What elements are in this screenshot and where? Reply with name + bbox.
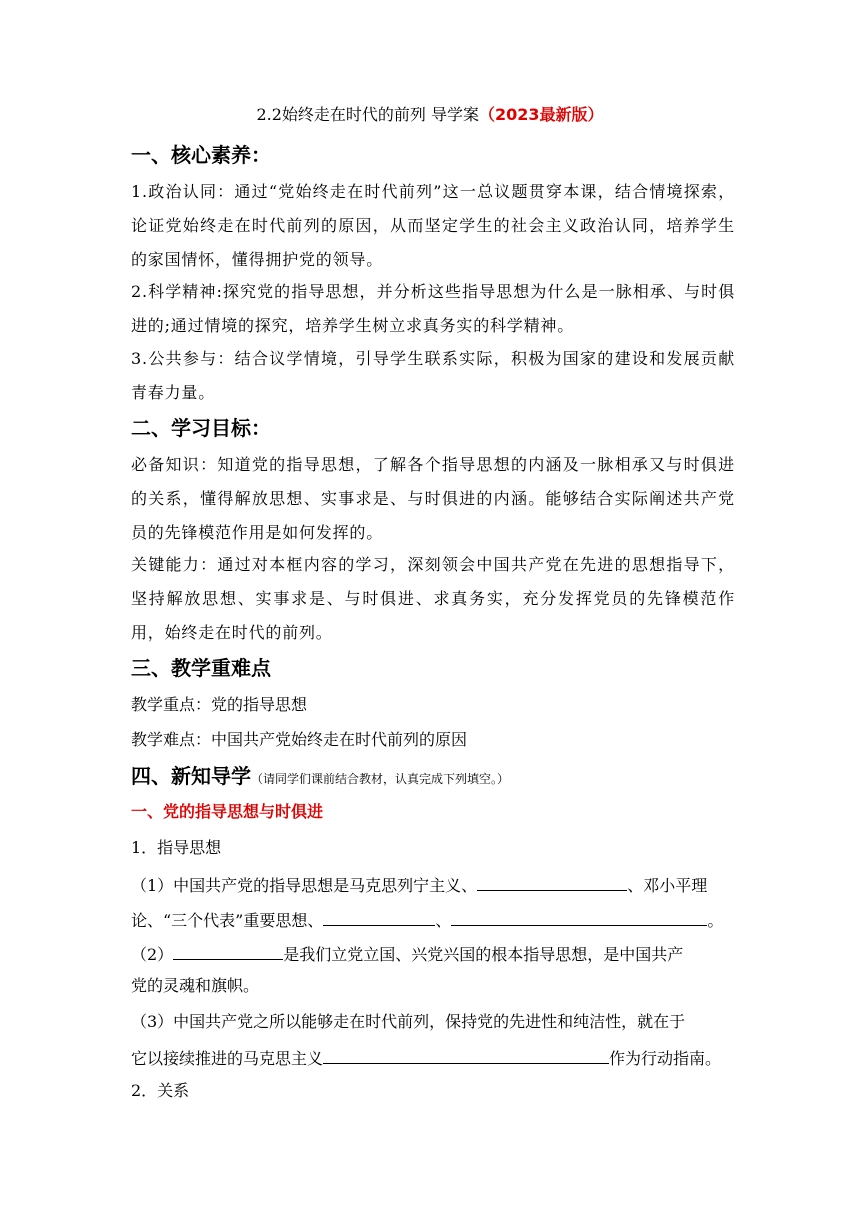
- q1-text-b: 、邓小平理: [627, 876, 708, 895]
- section3-focus: 教学重点：党的指导思想: [131, 695, 308, 714]
- section4-sub-heading: 一、党的指导思想与时俱进: [131, 802, 324, 821]
- q1-text-a: （1）中国共产党的指导思想是马克思列宁主义、: [131, 876, 478, 895]
- section2-item-1: 必备知识：知道党的指导思想，了解各个指导思想的内涵及一脉相承又与时俱进的关系，懂得解放思想、实事求是、与时俱进的内涵。能够结合实际阐述共产党员的先锋模范作用是如何发挥的。: [131, 455, 735, 542]
- q2-text-b: 是我们立党立国、兴党兴国的根本指导思想，是中国共产: [283, 945, 684, 964]
- question-1-line-1: [131, 872, 707, 897]
- section4-heading-row: [131, 763, 509, 792]
- section4-note: （请同学们课前结合教材，认真完成下列填空。）: [251, 772, 510, 786]
- section1-item-2: 2.科学精神:探究党的指导思想，并分析这些指导思想为什么是一脉相承、与时俱进的;通过情境的探究，培养学生树立求真务实的科学精神。: [131, 282, 735, 335]
- item1-label: 1．指导思想: [131, 838, 222, 857]
- section1-item-1: 1.政治认同：通过“党始终走在时代前列”这一总议题贯穿本课，结合情境探索，论证党始终走在时代前列的原因，从而坚定学生的社会主义政治认同，培养学生的家国情怀，懂得拥护党的领导。: [131, 182, 735, 269]
- question-2-line-2: 党的灵魂和旗帜。: [131, 976, 260, 995]
- section4-heading: 四、新知导学: [131, 764, 251, 788]
- q3-blank-1[interactable]: [323, 1045, 609, 1064]
- q3-text-c: 作为行动指南。: [609, 1049, 722, 1068]
- q2-blank-1[interactable]: [173, 941, 283, 960]
- item2-label: 2．关系: [131, 1081, 190, 1100]
- title-edition: （2023最新版）: [479, 105, 604, 124]
- section3-difficulty: 教学难点：中国共产党始终走在时代前列的原因: [131, 730, 468, 749]
- page-title: [0, 104, 860, 126]
- section2-heading: 二、学习目标：: [131, 416, 271, 440]
- question-1-line-2: [131, 907, 723, 932]
- section1-item-3: 3.公共参与：结合议学情境，引导学生联系实际，积极为国家的建设和发展贡献青春力量。: [131, 349, 735, 402]
- q1-text-e: 。: [707, 911, 724, 930]
- q1-text-c: 论、“三个代表”重要思想、: [131, 911, 324, 930]
- section2-item-2: 关键能力：通过对本框内容的学习，深刻领会中国共产党在先进的思想指导下，坚持解放思想、实事求是、与时俱进、求真务实，充分发挥党员的先锋模范作用，始终走在时代的前列。: [131, 555, 735, 642]
- question-3-line-1: （3）中国共产党之所以能够走在时代前列，保持党的先进性和纯洁性，就在于: [131, 1012, 686, 1031]
- question-3-line-2: [131, 1045, 721, 1070]
- q2-text-a: （2）: [131, 945, 174, 964]
- section1-heading: 一、核心素养：: [131, 143, 271, 167]
- q1-text-d: 、: [435, 911, 452, 930]
- section3-heading: 三、教学重难点: [131, 656, 271, 680]
- question-2-line-1: [131, 941, 683, 966]
- title-main: 2.2始终走在时代的前列 导学案: [256, 105, 479, 124]
- q1-blank-3[interactable]: [451, 907, 707, 926]
- q1-blank-1[interactable]: [477, 872, 627, 891]
- q1-blank-2[interactable]: [323, 907, 435, 926]
- q3-text-b: 它以接续推进的马克思主义: [131, 1049, 324, 1068]
